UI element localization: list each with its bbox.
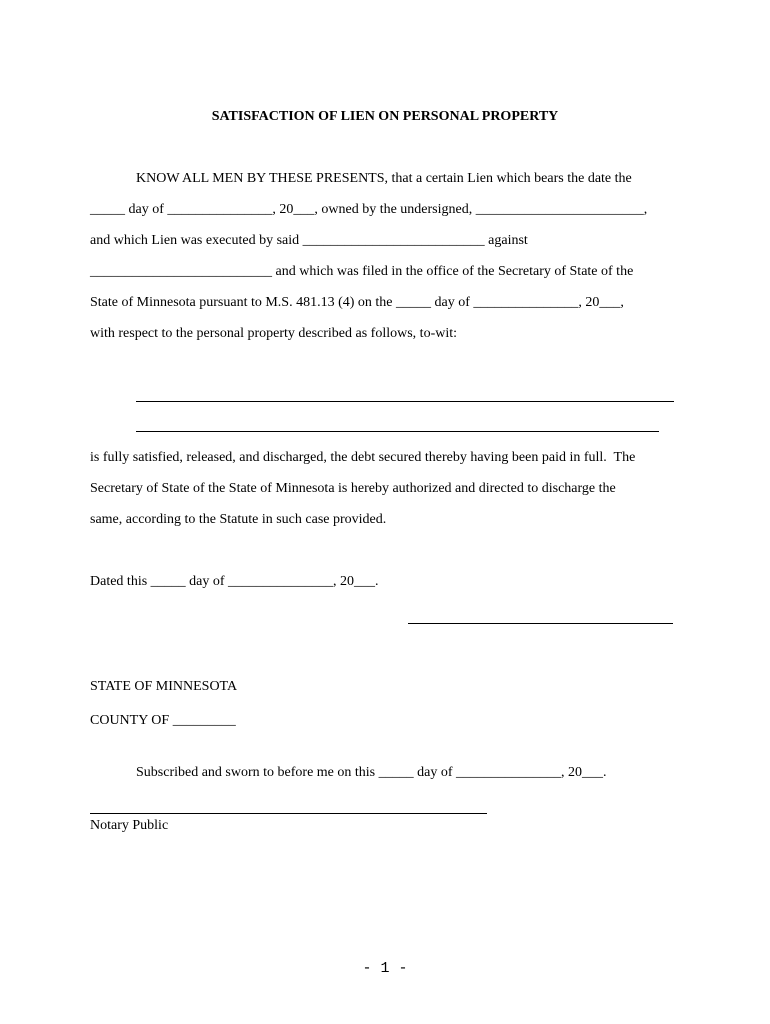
body-line-2: _____ day of _______________, 20___, owned by the undersigned, ________________________, — [90, 202, 648, 217]
subscribed-line: Subscribed and sworn to before me on this _____ day of _______________, 20___. — [136, 765, 607, 780]
page-number: - 1 - — [362, 960, 408, 977]
release-line-3: same, according to the Statute in such case provided. — [90, 512, 387, 527]
body-line-6: with respect to the personal property described as follows, to-wit: — [90, 326, 458, 341]
notary-signature-line — [90, 813, 487, 814]
state-line: STATE OF MINNESOTA — [90, 679, 238, 694]
property-description-line-2 — [136, 431, 659, 432]
notary-label: Notary Public — [90, 818, 169, 833]
release-line-2: Secretary of State of the State of Minnesota is hereby authorized and directed to discharge the — [90, 481, 616, 496]
body-line-1: KNOW ALL MEN BY THESE PRESENTS, that a certain Lien which bears the date the — [136, 171, 632, 186]
document-title: SATISFACTION OF LIEN ON PERSONAL PROPERTY — [211, 109, 559, 124]
property-description-line-1 — [136, 401, 674, 402]
signature-line — [408, 623, 673, 624]
county-line: COUNTY OF _________ — [90, 713, 236, 728]
body-line-5: State of Minnesota pursuant to M.S. 481.13 (4) on the _____ day of _______________, 20___, — [90, 295, 624, 310]
dated-line: Dated this _____ day of _______________, 20___. — [90, 574, 379, 589]
body-line-4: __________________________ and which was filed in the office of the Secretary of State of the — [90, 264, 634, 279]
release-line-1: is fully satisfied, released, and discharged, the debt secured thereby having been paid in full. The — [90, 450, 636, 465]
body-line-3: and which Lien was executed by said __________________________ against — [90, 233, 528, 248]
